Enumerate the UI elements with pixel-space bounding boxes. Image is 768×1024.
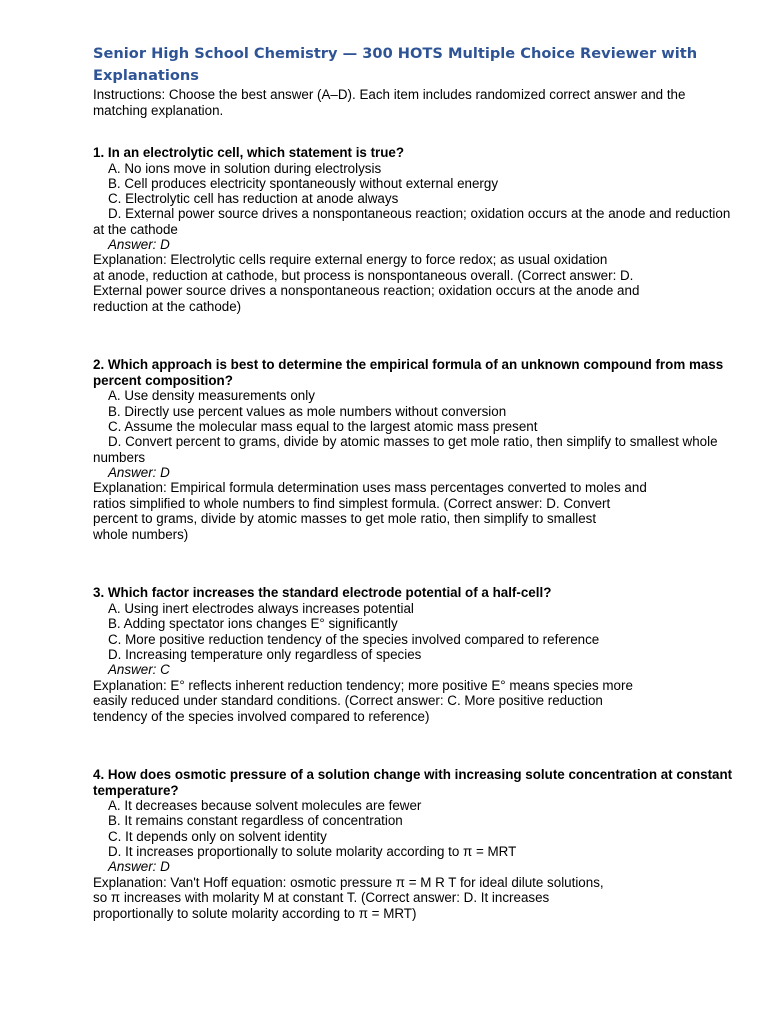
- option-b: B. It remains constant regardless of concentration: [108, 813, 403, 829]
- option-a: A. It decreases because solvent molecules are fewer: [108, 798, 422, 814]
- question-3: [93, 585, 733, 724]
- question-stem: 2. Which approach is best to determine the empirical formula of an unknown compound from mass percent composition?: [93, 357, 724, 388]
- options-list: [93, 388, 733, 464]
- option-d: D. External power source drives a nonspontaneous reaction; oxidation occurs at the anode and reduction at the cathode: [93, 206, 731, 237]
- option-a: A. Use density measurements only: [108, 388, 315, 404]
- document-title: Senior High School Chemistry — 300 HOTS Multiple Choice Reviewer with Explanations: [93, 45, 698, 84]
- explanation-line: External power source drives a nonspontaneous reaction; oxidation occurs at the anode and: [93, 283, 640, 299]
- question-stem: 1. In an electrolytic cell, which statement is true?: [93, 145, 405, 160]
- option-d: D. Convert percent to grams, divide by atomic masses to get mole ratio, then simplify to smallest whole numbers: [93, 434, 718, 465]
- option-c: C. Assume the molecular mass equal to the largest atomic mass present: [108, 419, 538, 435]
- option-d: D. It increases proportionally to solute molarity according to π = MRT: [108, 844, 517, 860]
- options-list: [93, 161, 733, 237]
- explanation-line: ratios simplified to whole numbers to find simplest formula. (Correct answer: D. Convert: [93, 495, 611, 511]
- answer-label: Answer: D: [108, 859, 170, 875]
- option-a: A. No ions move in solution during electrolysis: [108, 160, 382, 176]
- explanation-line: so π increases with molarity M at constant T. (Correct answer: D. It increases: [93, 890, 550, 906]
- explanation-line: reduction at the cathode): [93, 298, 242, 314]
- explanation-line: Explanation: E° reflects inherent reduction tendency; more positive E° means species more: [93, 677, 633, 693]
- explanation-line: Explanation: Electrolytic cells require external energy to force redox; as usual oxidation: [93, 252, 608, 268]
- option-c: C. It depends only on solvent identity: [108, 828, 327, 844]
- option-b: B. Cell produces electricity spontaneously without external energy: [108, 175, 499, 191]
- explanation-line: Explanation: Van't Hoff equation: osmotic pressure π = M R T for ideal dilute solutions,: [93, 874, 604, 890]
- instructions-text: Instructions: Choose the best answer (A–D). Each item includes randomized correct answer and the matching explanation.: [93, 87, 686, 118]
- question-2: [93, 357, 733, 542]
- explanation-text: [93, 678, 733, 725]
- document-page: [93, 43, 733, 921]
- option-d: D. Increasing temperature only regardless of species: [108, 646, 422, 662]
- question-stem: 3. Which factor increases the standard electrode potential of a half-cell?: [93, 585, 552, 601]
- option-c: C. More positive reduction tendency of the species involved compared to reference: [108, 631, 600, 647]
- explanation-line: Explanation: Empirical formula determination uses mass percentages converted to moles and: [93, 480, 647, 496]
- explanation-line: proportionally to solute molarity according to π = MRT): [93, 905, 417, 921]
- option-b: B. Directly use percent values as mole numbers without conversion: [108, 403, 507, 419]
- question-4: [93, 767, 733, 921]
- question-stem: 4. How does osmotic pressure of a solution change with increasing solute concentration at constant temperature?: [93, 767, 733, 798]
- option-a: A. Using inert electrodes always increases potential: [108, 600, 414, 616]
- explanation-line: easily reduced under standard conditions. (Correct answer: C. More positive reduction: [93, 693, 603, 709]
- explanation-text: [93, 875, 733, 922]
- answer-label: Answer: C: [108, 662, 170, 678]
- explanation-text: [93, 480, 733, 542]
- explanation-text: [93, 252, 733, 314]
- answer-label: Answer: D: [108, 464, 170, 480]
- explanation-line: at anode, reduction at cathode, but process is nonspontaneous overall. (Correct answer: D.: [93, 267, 634, 283]
- options-list: [93, 798, 733, 859]
- question-1: [93, 145, 733, 314]
- options-list: [93, 601, 733, 662]
- explanation-line: percent to grams, divide by atomic masses to get mole ratio, then simplify to smallest: [93, 511, 597, 527]
- option-c: C. Electrolytic cell has reduction at anode always: [108, 191, 399, 207]
- explanation-line: tendency of the species involved compared to reference): [93, 708, 430, 724]
- option-b: B. Adding spectator ions changes E° significantly: [108, 616, 398, 632]
- answer-label: Answer: D: [108, 236, 170, 252]
- explanation-line: whole numbers): [93, 526, 189, 542]
